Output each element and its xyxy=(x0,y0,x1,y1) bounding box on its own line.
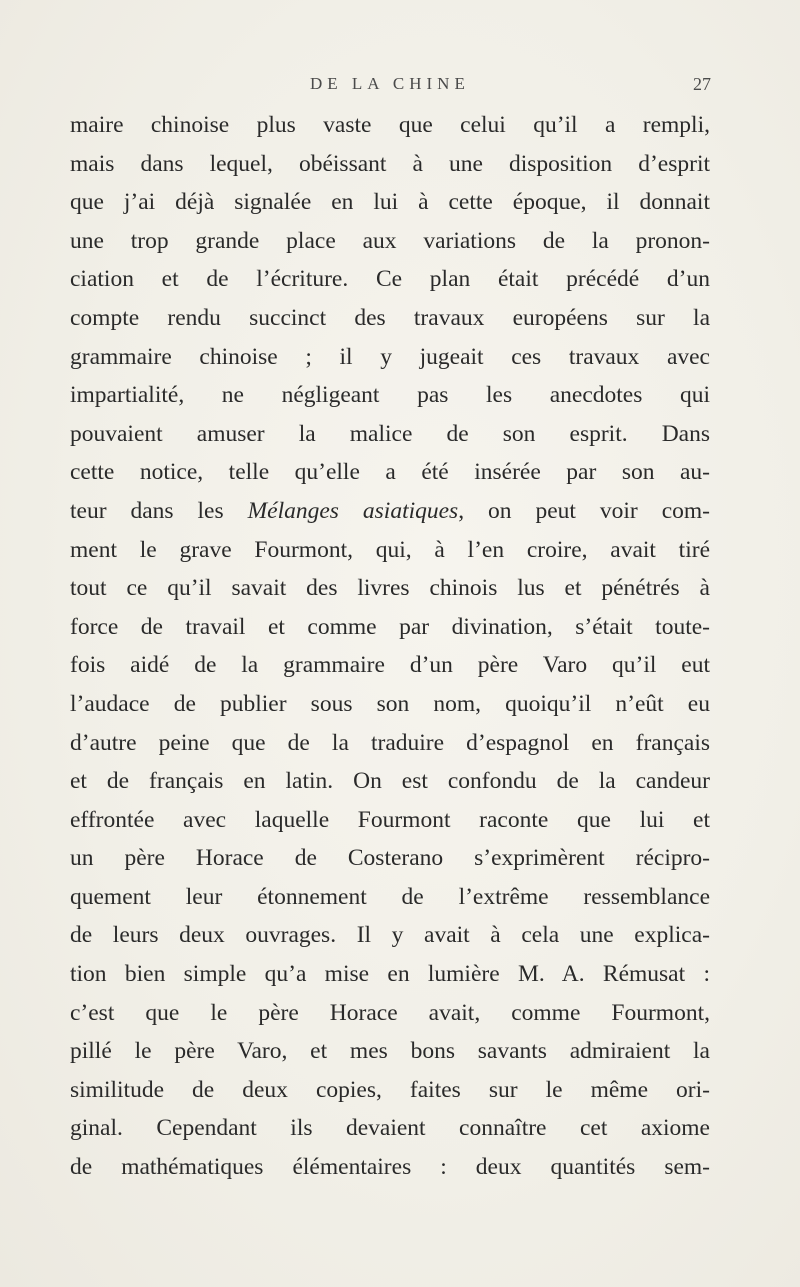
text-line: pillé le père Varo, et mes bons savants admiraient la xyxy=(70,1038,710,1065)
text-line: cette notice, telle qu’elle a été insérée par son au- xyxy=(70,459,710,486)
text-line: mais dans lequel, obéissant à une disposition d’esprit xyxy=(70,150,710,177)
page-number: 27 xyxy=(693,74,711,94)
text-segment: teur dans les xyxy=(70,497,248,524)
text-line: compte rendu succinct des travaux européens sur la xyxy=(70,304,710,331)
text-line: une trop grande place aux variations de la pronon- xyxy=(70,227,710,254)
book-title: Mélanges asiatiques xyxy=(247,497,459,524)
running-title: DE LA CHINE xyxy=(310,74,470,93)
text-line: ginal. Cependant ils devaient connaître cet axiome xyxy=(70,1115,710,1142)
text-line: pouvaient amuser la malice de son esprit. Dans xyxy=(70,420,710,447)
text-line: de mathématiques élémentaires : deux quantités sem- xyxy=(70,1154,710,1181)
text-line-with-title xyxy=(70,492,710,531)
text-line: un père Horace de Costerano s’exprimèrent récipro- xyxy=(70,845,710,872)
running-header xyxy=(0,74,800,104)
text-line: d’autre peine que de la traduire d’espagnol en français xyxy=(70,729,710,756)
text-line: ciation et de l’écriture. Ce plan était précédé d’un xyxy=(70,266,710,293)
body-text xyxy=(70,106,710,1187)
text-line: tout ce qu’il savait des livres chinois lus et pénétrés à xyxy=(70,575,710,602)
text-line: l’audace de publier sous son nom, quoiqu’il n’eût eu xyxy=(70,690,710,717)
text-line: similitude de deux copies, faites sur le même ori- xyxy=(70,1076,710,1103)
text-line: et de français en latin. On est confondu de la candeur xyxy=(70,768,710,795)
text-line: impartialité, ne négligeant pas les anecdotes qui xyxy=(70,382,710,409)
text-line: effrontée avec laquelle Fourmont raconte que lui et xyxy=(70,806,710,833)
text-line: grammaire chinoise ; il y jugeait ces travaux avec xyxy=(70,343,710,370)
text-line: quement leur étonnement de l’extrême ressemblance xyxy=(70,883,710,910)
text-segment: , on peut voir com- xyxy=(458,497,710,524)
text-line: maire chinoise plus vaste que celui qu’il a rempli, xyxy=(70,112,710,138)
text-line: c’est que le père Horace avait, comme Fourmont, xyxy=(70,999,710,1026)
text-line: tion bien simple qu’a mise en lumière M. A. Rémusat : xyxy=(70,961,710,988)
text-line: force de travail et comme par divination, s’était toute- xyxy=(70,613,710,640)
text-line: fois aidé de la grammaire d’un père Varo qu’il eut xyxy=(70,652,710,679)
text-line: que j’ai déjà signalée en lui à cette époque, il donnait xyxy=(70,189,710,216)
text-line: de leurs deux ouvrages. Il y avait à cela une explica- xyxy=(70,922,710,949)
text-line: ment le grave Fourmont, qui, à l’en croire, avait tiré xyxy=(70,536,710,563)
